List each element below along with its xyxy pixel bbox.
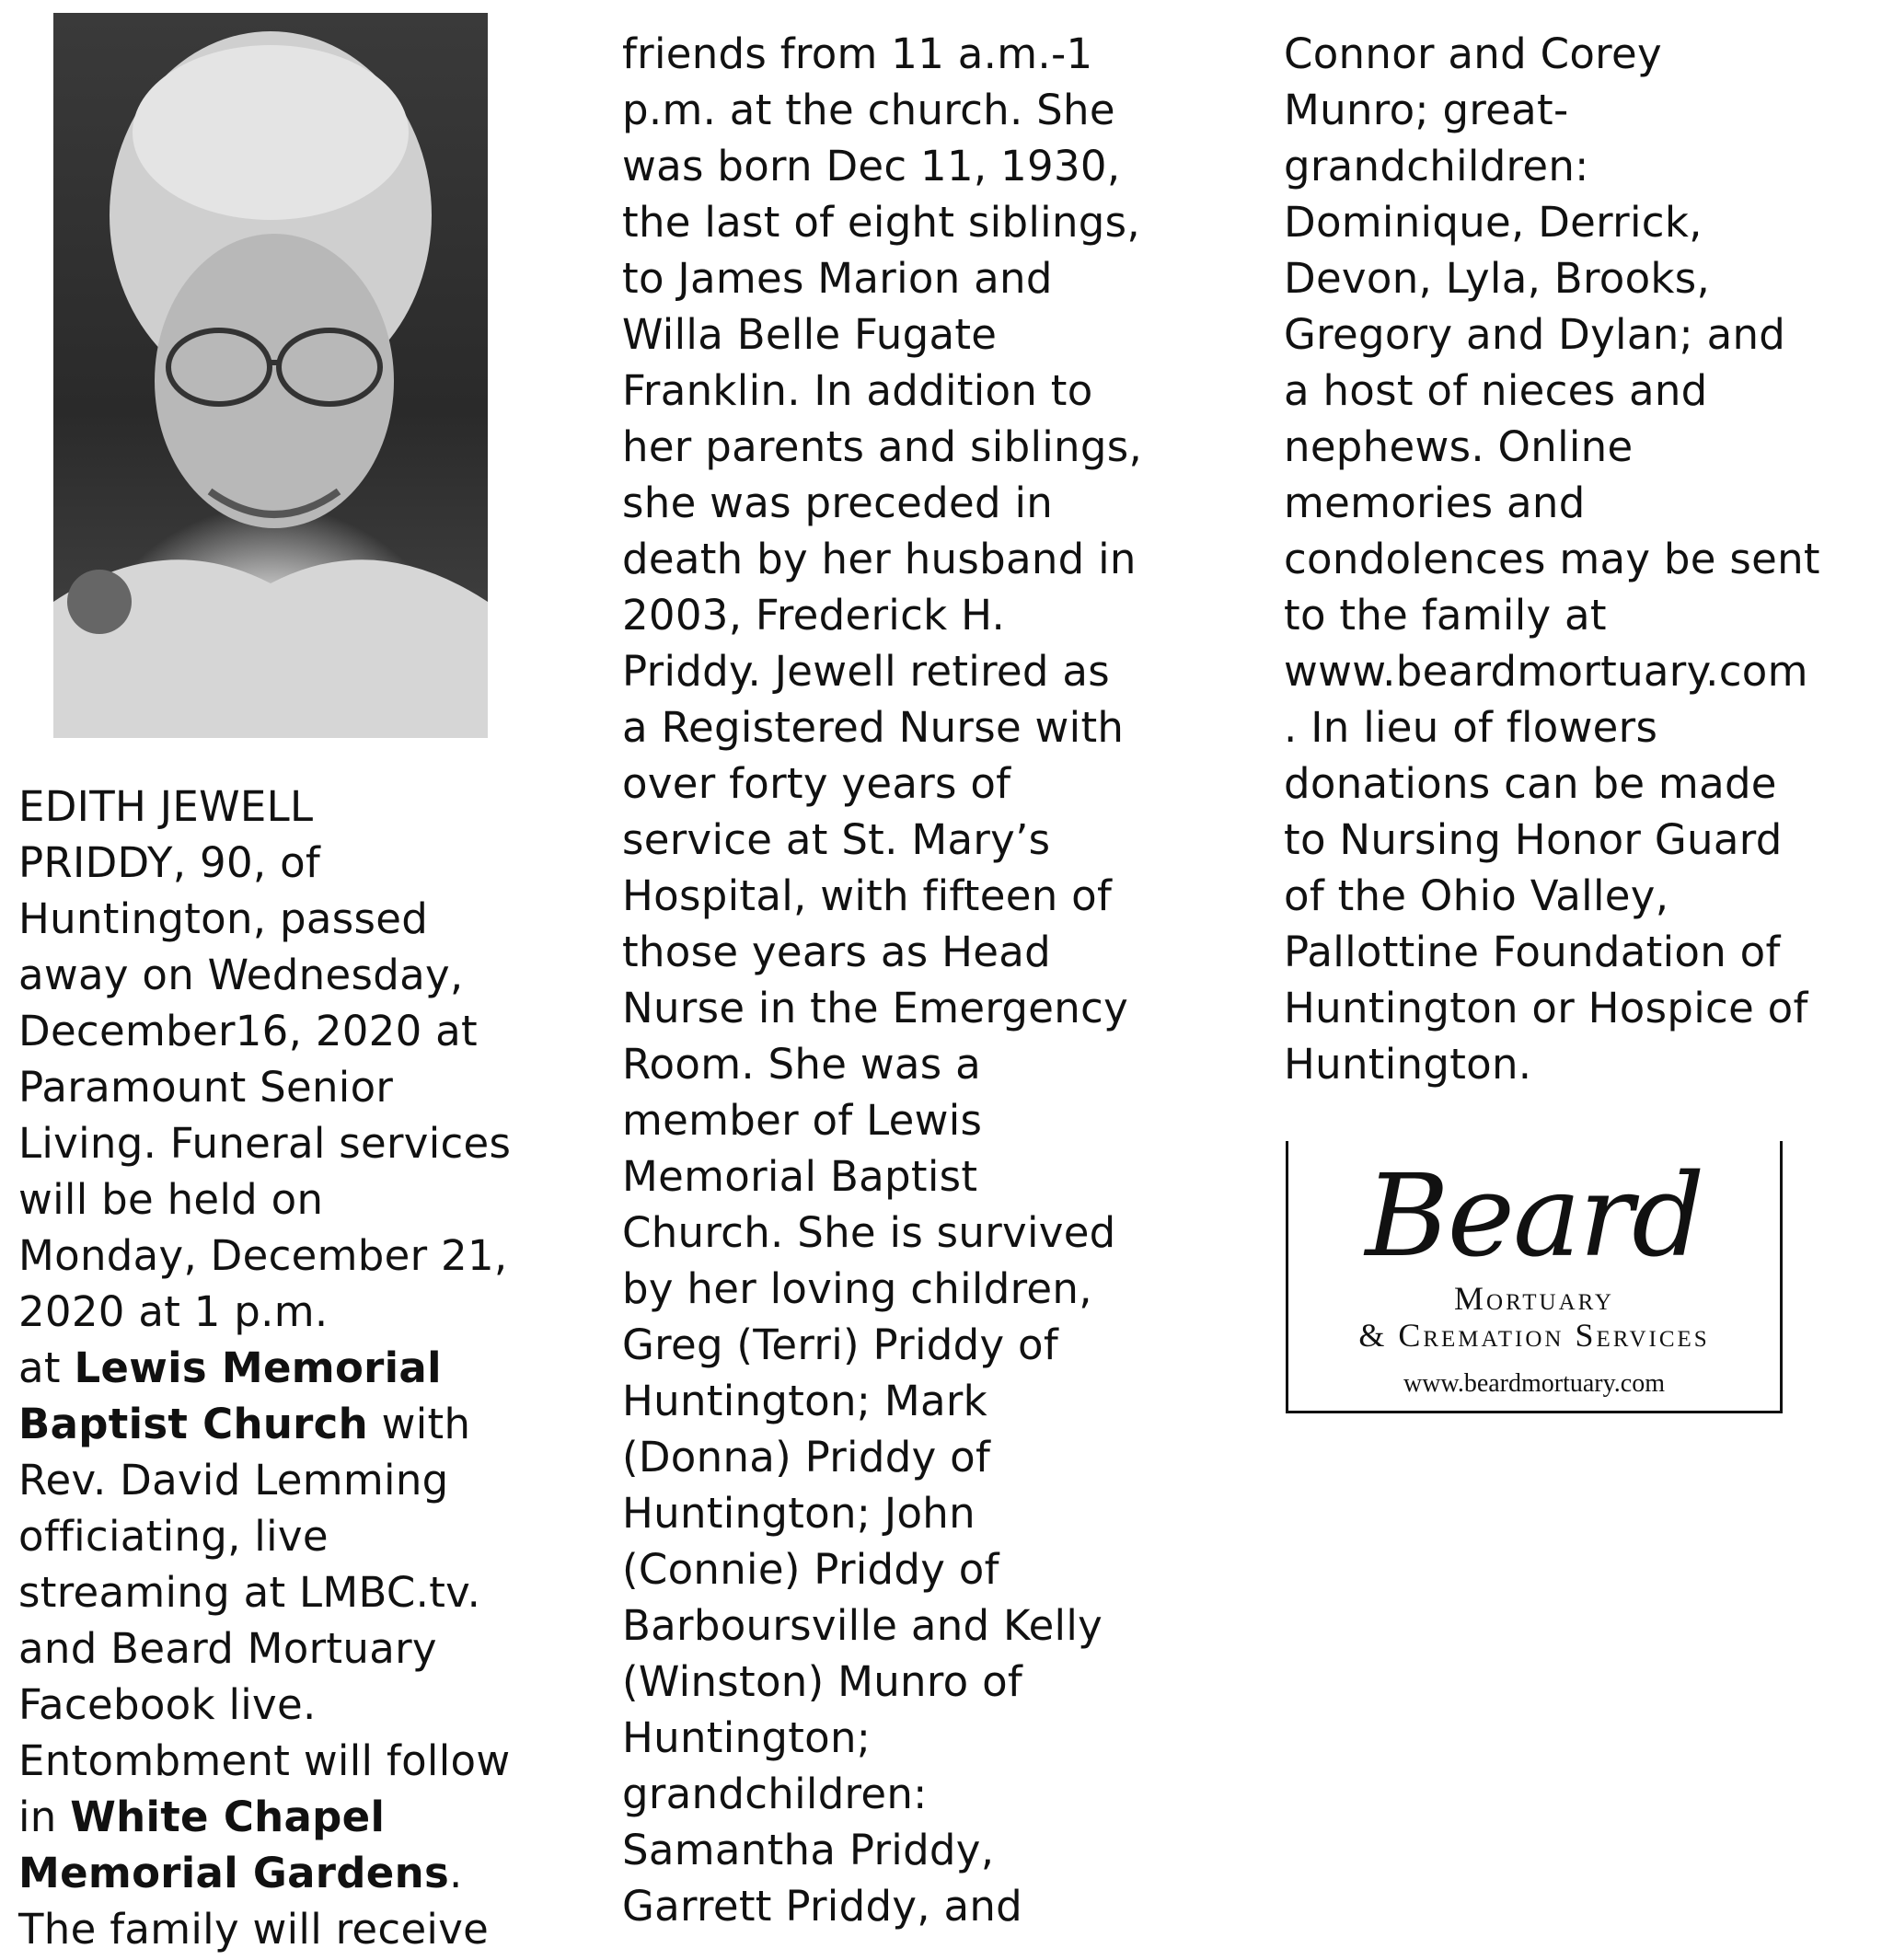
text-line: Connor and Corey [1284, 29, 1662, 78]
text-line: to Nursing Honor Guard [1284, 815, 1783, 864]
text-line: of the Ohio Valley, [1284, 871, 1669, 920]
text-line [18, 1396, 511, 1452]
text-line: those years as Head [622, 928, 1051, 976]
text-line: Huntington. [1284, 1040, 1532, 1089]
text-line: a Registered Nurse with [622, 703, 1125, 752]
text-line: over forty years of [622, 759, 1011, 808]
text-line: Monday, December 21, [18, 1231, 508, 1280]
mortuary-advertisement [1286, 1141, 1783, 1413]
text-line: Pallottine Foundation of [1284, 928, 1781, 976]
text-line: (Connie) Priddy of [622, 1545, 999, 1594]
text-line: (Winston) Munro of [622, 1657, 1023, 1706]
text-line: grandchildren: [622, 1770, 928, 1818]
text-line: she was preceded in [622, 478, 1054, 527]
text-line: Willa Belle Fugate [622, 310, 998, 359]
text-line: PRIDDY, 90, of [18, 838, 321, 887]
text-line: Nurse in the Emergency [622, 984, 1129, 1032]
text-line: to the family at [1284, 591, 1607, 640]
obituary-column-2 [622, 26, 1142, 1934]
text-line: www.beardmortuary.com [1284, 647, 1808, 696]
text-line: (Donna) Priddy of [622, 1433, 991, 1482]
portrait-illustration [53, 13, 488, 738]
ad-subtitle-line-2: & Cremation Services [1358, 1317, 1710, 1354]
text-line: Priddy. Jewell retired as [622, 647, 1110, 696]
text-line: Rev. David Lemming [18, 1456, 449, 1505]
text-line: to James Marion and [622, 254, 1053, 303]
text-line [18, 1845, 511, 1901]
text-line: grandchildren: [1284, 142, 1589, 190]
text-line: condolences may be sent [1284, 535, 1820, 583]
text-line: 2003, Frederick H. [622, 591, 1006, 640]
text-line: Greg (Terri) Priddy of [622, 1320, 1058, 1369]
church-name: Baptist Church [18, 1400, 368, 1448]
text-line: her parents and siblings, [622, 422, 1143, 471]
text-line: Hospital, with fifteen of [622, 871, 1113, 920]
text-fragment: in [18, 1793, 71, 1841]
text-line: by her loving children, [622, 1264, 1092, 1313]
text-line: Huntington or Hospice of [1284, 984, 1808, 1032]
text-line: Huntington; John [622, 1489, 976, 1538]
text-line: officiating, live [18, 1512, 329, 1561]
text-line: Gregory and Dylan; and [1284, 310, 1786, 359]
cemetery-name: White Chapel [70, 1793, 386, 1841]
text-line: Facebook live. [18, 1680, 317, 1729]
text-line: Barboursville and Kelly [622, 1601, 1103, 1650]
text-line: service at St. Mary’s [622, 815, 1051, 864]
text-line: nephews. Online [1284, 422, 1634, 471]
text-line: December16, 2020 at [18, 1007, 478, 1055]
text-line: away on Wednesday, [18, 951, 464, 999]
text-line: Garrett Priddy, and [622, 1882, 1023, 1931]
ad-website-link[interactable]: www.beardmortuary.com [1403, 1369, 1666, 1398]
text-line: will be held on [18, 1175, 324, 1224]
text-line: the last of eight siblings, [622, 198, 1140, 247]
text-line: friends from 11 a.m.-1 [622, 29, 1093, 78]
ad-subtitle-line-1: Mortuary [1454, 1280, 1614, 1317]
text-line: donations can be made [1284, 759, 1777, 808]
obituary-column-3 [1284, 26, 1820, 1092]
text-line: Memorial Baptist [622, 1152, 978, 1201]
text-line: . In lieu of flowers [1284, 703, 1658, 752]
cemetery-name: Memorial Gardens [18, 1849, 450, 1897]
text-line [18, 1340, 511, 1396]
text-line: Huntington; [622, 1713, 872, 1762]
text-line: death by her husband in [622, 535, 1137, 583]
text-line: Munro; great- [1284, 86, 1569, 134]
text-line: member of Lewis [622, 1096, 983, 1145]
brand-logo-text: Beard [1365, 1150, 1703, 1283]
text-line: Entombment will follow [18, 1736, 511, 1785]
text-line: Devon, Lyla, Brooks, [1284, 254, 1711, 303]
text-line: Franklin. In addition to [622, 366, 1093, 415]
text-line: Room. She was a [622, 1040, 982, 1089]
text-line: Samantha Priddy, [622, 1826, 995, 1874]
text-line: EDITH JEWELL [18, 782, 314, 831]
obituary-column-1 [18, 778, 511, 1957]
portrait-photo [53, 13, 488, 738]
text-line: p.m. at the church. She [622, 86, 1115, 134]
text-line: Church. She is survived [622, 1208, 1116, 1257]
text-line: Huntington; Mark [622, 1377, 988, 1425]
text-line: was born Dec 11, 1930, [622, 142, 1121, 190]
text-fragment: at [18, 1343, 75, 1392]
text-fragment: . [449, 1849, 463, 1897]
text-line: Huntington, passed [18, 894, 429, 943]
text-line: a host of nieces and [1284, 366, 1708, 415]
church-name: Lewis Memorial [74, 1343, 442, 1392]
text-line: memories and [1284, 478, 1586, 527]
text-line: The family will receive [18, 1905, 490, 1954]
text-line: and Beard Mortuary [18, 1624, 437, 1673]
text-fragment: with [367, 1400, 471, 1448]
text-line: 2020 at 1 p.m. [18, 1287, 329, 1336]
text-line [18, 1789, 511, 1845]
text-line: Living. Funeral services [18, 1119, 512, 1168]
text-line: Dominique, Derrick, [1284, 198, 1703, 247]
text-line: Paramount Senior [18, 1063, 394, 1112]
text-line: streaming at LMBC.tv. [18, 1568, 481, 1617]
